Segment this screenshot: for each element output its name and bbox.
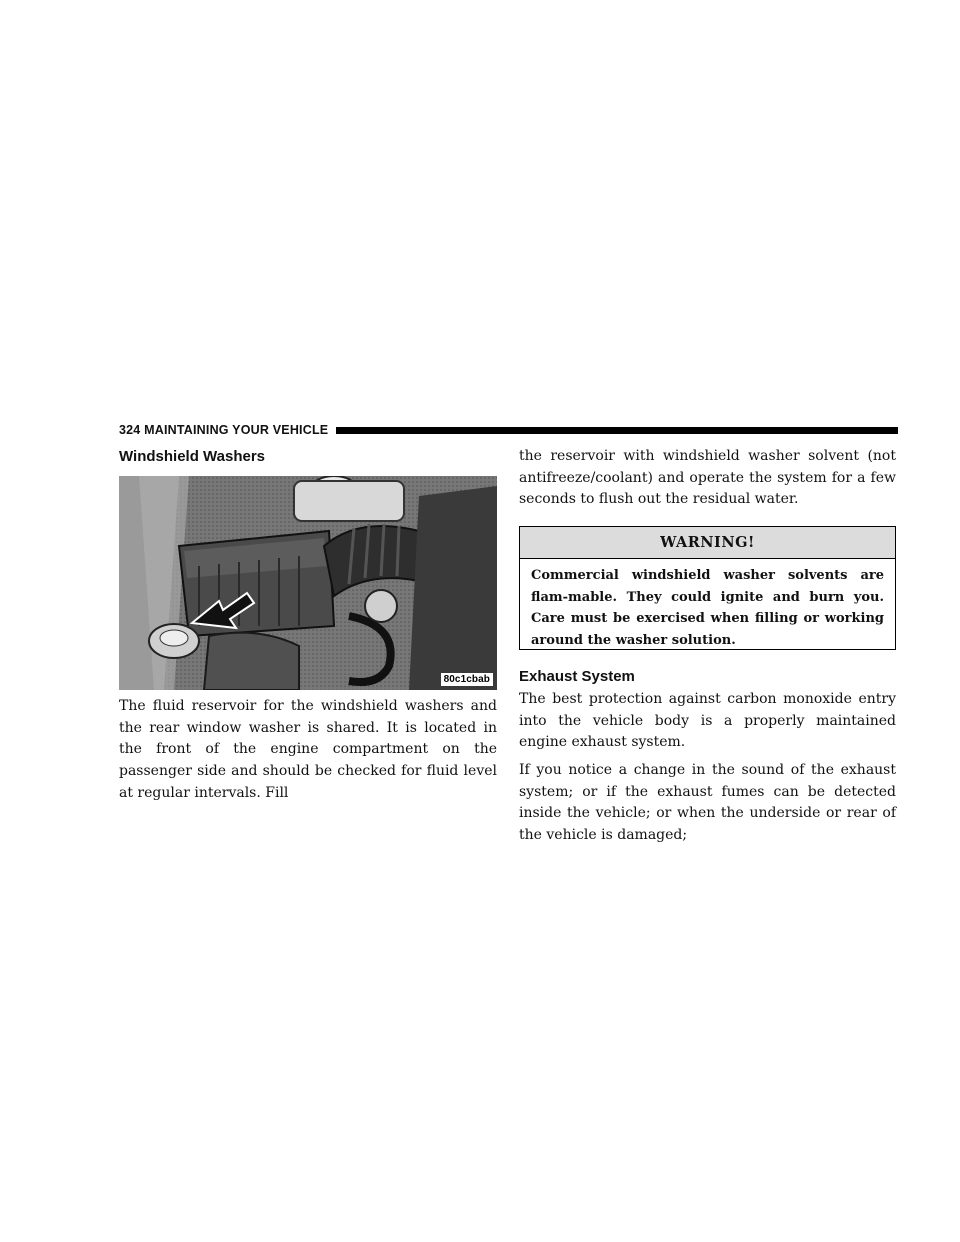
section-title-windshield-washers: Windshield Washers (119, 448, 266, 465)
page-header-label: 324 MAINTAINING YOUR VEHICLE (119, 423, 329, 437)
warning-title: WARNING! (520, 527, 895, 559)
section-title-exhaust-system: Exhaust System (519, 668, 635, 685)
engine-illustration (119, 476, 497, 690)
warning-box (519, 526, 896, 650)
warning-text: Commercial windshield washer solvents are flam-mable. They could ignite and burn you. Care must be exercised when filling or working around the washer solution. (531, 568, 884, 648)
windshield-paragraph-2: the reservoir with windshield washer solvent (not antifreeze/coolant) and operate the system for a few seconds to flush out the residual water. (519, 448, 896, 508)
header-rule (336, 427, 898, 434)
running-head (119, 421, 898, 439)
exhaust-paragraph-1: The best protection against carbon monoxide entry into the vehicle body is a properly maintained engine exhaust system. (519, 691, 896, 751)
windshield-paragraph-1: The fluid reservoir for the windshield washers and the rear window washer is shared. It is located in the front of the engine compartment on the passenger side and should be checked for fluid level at regular intervals. Fill (119, 698, 497, 801)
engine-compartment-photo (119, 476, 497, 690)
figure-code-label: 80c1cbab (441, 673, 493, 686)
exhaust-paragraph-2: If you notice a change in the sound of the exhaust system; or if the exhaust fumes can be detected inside the vehicle; or when the underside or rear of the vehicle is damaged; (519, 762, 896, 844)
